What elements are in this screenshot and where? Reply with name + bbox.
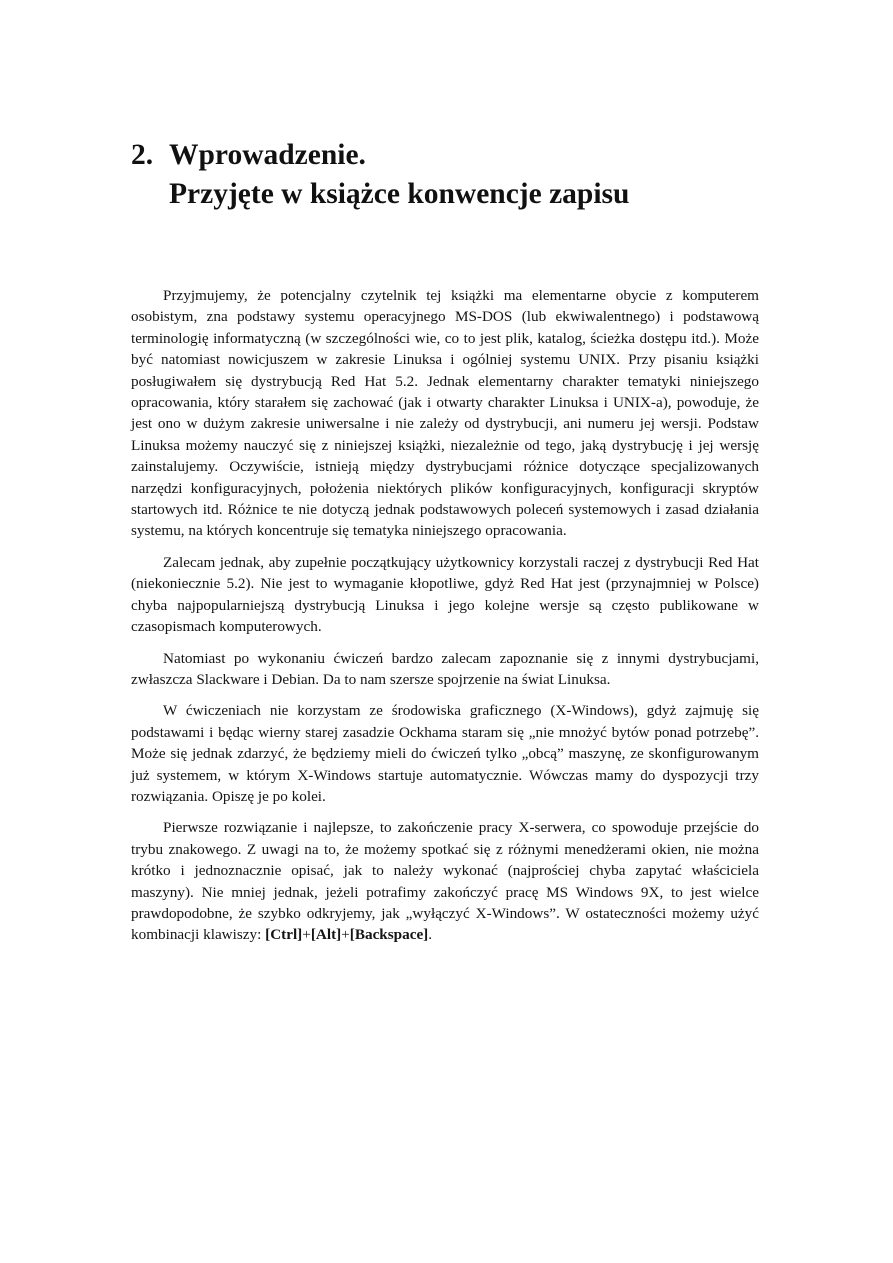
- body-text: [131, 285, 759, 956]
- chapter-title-line1: Wprowadzenie.: [169, 139, 366, 171]
- chapter-number: 2.: [131, 139, 154, 171]
- paragraph: W ćwiczeniach nie korzystam ze środowiska graficznego (X-Windows), gdyż zajmuję się podstawami i będąc wierny starej zasadzie Ockhama staram się „nie mnożyć bytów ponad potrzebę”. Może się jednak zdarzyć, że będziemy mieli do ćwiczeń tylko „obcą” maszynę, ze skonfigurowanym już systemem, w którym X-Windows startuje automatycznie. Wówczas mamy do dyspozycji trzy rozwiązania. Opiszę je po kolei.: [131, 702, 759, 805]
- key-plus: +: [341, 926, 350, 944]
- key-ctrl: [Ctrl]: [265, 926, 303, 944]
- key-backspace: [Backspace]: [349, 926, 429, 944]
- paragraph-end: .: [428, 926, 433, 944]
- chapter-heading-line1: [131, 136, 831, 175]
- key-plus: +: [302, 926, 311, 944]
- paragraph: Zalecam jednak, aby zupełnie początkujący użytkownicy korzystali raczej z dystrybucji Red Hat (niekoniecznie 5.2). Nie jest to wymaganie kłopotliwe, gdyż Red Hat jest (przynajmniej w Polsce) chyba najpopularniejszą dystrybucją Linuksa i jego kolejne wersje są często publikowane w czasopismach komputerowych.: [131, 553, 759, 636]
- chapter-heading: [131, 136, 831, 214]
- paragraph-last-text: Pierwsze rozwiązanie i najlepsze, to zakończenie pracy X-serwera, co spowoduje przejście do trybu znakowego. Z uwagi na to, że możemy spotkać się z różnymi menedżerami okien, nie można krótko i jednoznacznie opisać, jak to należy wykonać (najprościej chyba zapytać właściciela maszyny). Nie mniej jednak, jeżeli potrafimy zakończyć pracę MS Windows 9X, to jest wielce prawdopodobne, że szybko odkryjemy, jak „wyłączyć X-Windows”. W ostateczności możemy użyć kombinacji klawiszy:: [131, 819, 759, 944]
- paragraph: Natomiast po wykonaniu ćwiczeń bardzo zalecam zapoznanie się z innymi dystrybucjami, zwłaszcza Slackware i Debian. Da to nam szersze spojrzenie na świat Linuksa.: [131, 649, 759, 688]
- key-alt: [Alt]: [310, 926, 342, 944]
- chapter-title-line2: Przyjęte w książce konwencje zapisu: [169, 178, 630, 210]
- paragraph: Przyjmujemy, że potencjalny czytelnik tej książki ma elementarne obycie z komputerem osobistym, zna podstawy systemu operacyjnego MS-DOS (lub ekwiwalentnego) i podstawową terminologię informatyczną (w szczególności wie, co to jest plik, katalog, ścieżka dostępu itd.). Może być natomiast nowicjuszem w zakresie Linuksa i ogólniej systemu UNIX. Przy pisaniu książki posługiwałem się dystrybucją Red Hat 5.2. Jednak elementarny charakter tematyki niniejszego opracowania, który starałem się zachować (jak i otwarty charakter Linuksa i UNIX-a), powoduje, że jest ono w dużym zakresie uniwersalne i nie zależy od dystrybucji, ani numeru jej wersji. Podstaw Linuksa możemy nauczyć się z niniejszej książki, niezależnie od tego, jaką dystrybucję i jej wersję zainstalujemy. Oczywiście, istnieją między dystrybucjami różnice dotyczące specjalizowanych narzędzi konfiguracyjnych, położenia niektórych plików konfiguracyjnych, konfiguracji skryptów startowych itd. Różnice te nie dotyczą jednak podstawowych poleceń systemowych i zasad działania systemu, na których koncentruje się tematyka niniejszego opracowania.: [131, 287, 759, 540]
- paragraph-last: [131, 817, 759, 945]
